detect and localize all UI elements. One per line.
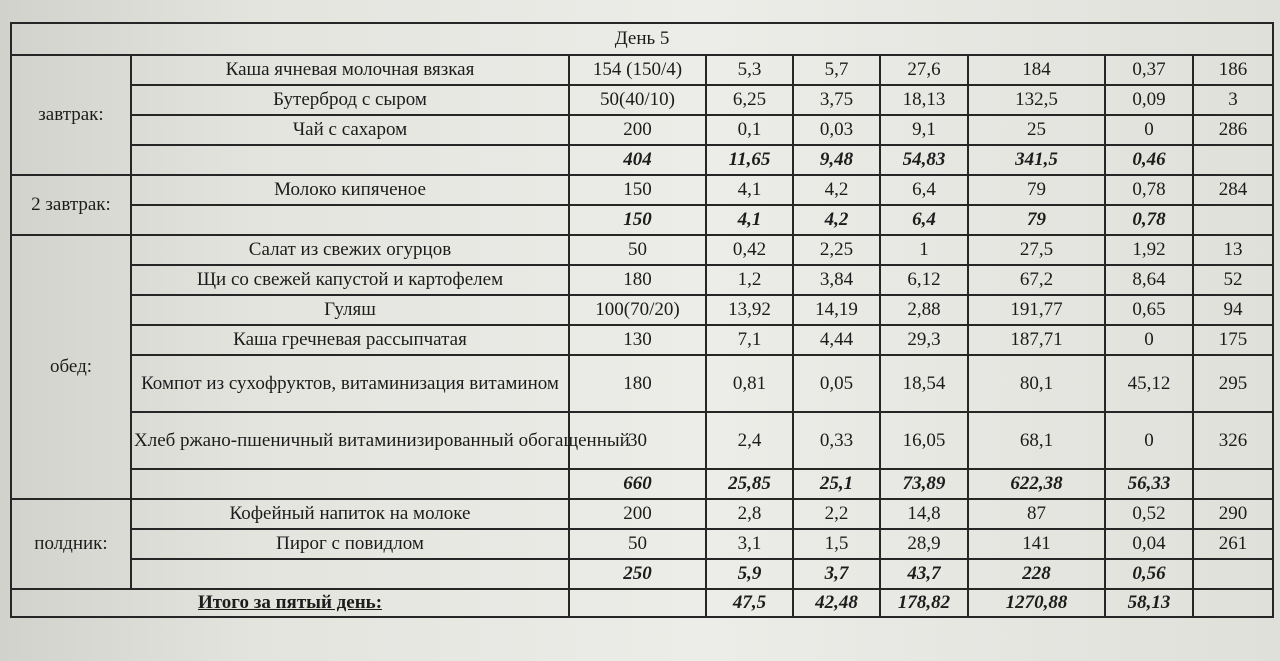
dish-recipe-no: 284 — [1193, 175, 1273, 205]
grand-total-row — [11, 589, 1273, 617]
dish-fat: 0,05 — [793, 355, 880, 412]
table-row — [11, 235, 1273, 265]
dish-fat: 14,19 — [793, 295, 880, 325]
dish-carbs: 1 — [880, 235, 968, 265]
meal-total-row — [11, 469, 1273, 499]
total-fat: 9,48 — [793, 145, 880, 175]
dish-vitamin: 0,09 — [1105, 85, 1193, 115]
grand-total-protein: 47,5 — [706, 589, 793, 617]
dish-protein: 0,1 — [706, 115, 793, 145]
dish-recipe-no: 3 — [1193, 85, 1273, 115]
total-kcal: 228 — [968, 559, 1105, 589]
dish-name: Салат из свежих огурцов — [131, 235, 569, 265]
dish-protein: 2,4 — [706, 412, 793, 469]
menu-table — [10, 22, 1274, 618]
dish-yield: 50(40/10) — [569, 85, 706, 115]
dish-kcal: 79 — [968, 175, 1105, 205]
total-carbs: 6,4 — [880, 205, 968, 235]
table-row — [11, 85, 1273, 115]
dish-vitamin: 1,92 — [1105, 235, 1193, 265]
dish-yield: 180 — [569, 355, 706, 412]
dish-vitamin: 8,64 — [1105, 265, 1193, 295]
table-row — [11, 325, 1273, 355]
dish-carbs: 28,9 — [880, 529, 968, 559]
dish-protein: 0,81 — [706, 355, 793, 412]
dish-kcal: 80,1 — [968, 355, 1105, 412]
dish-carbs: 6,4 — [880, 175, 968, 205]
dish-fat: 2,25 — [793, 235, 880, 265]
table-row — [11, 115, 1273, 145]
total-kcal: 79 — [968, 205, 1105, 235]
total-protein: 11,65 — [706, 145, 793, 175]
dish-name: Молоко кипяченое — [131, 175, 569, 205]
dish-protein: 7,1 — [706, 325, 793, 355]
dish-vitamin: 0,52 — [1105, 499, 1193, 529]
total-fat: 3,7 — [793, 559, 880, 589]
dish-name: Пирог с повидлом — [131, 529, 569, 559]
table-row — [11, 265, 1273, 295]
table-row — [11, 355, 1273, 412]
dish-vitamin: 0,04 — [1105, 529, 1193, 559]
grand-total-fat: 42,48 — [793, 589, 880, 617]
dish-kcal: 141 — [968, 529, 1105, 559]
dish-vitamin: 0 — [1105, 325, 1193, 355]
table-row — [11, 412, 1273, 469]
dish-recipe-no: 175 — [1193, 325, 1273, 355]
dish-recipe-no: 13 — [1193, 235, 1273, 265]
dish-fat: 2,2 — [793, 499, 880, 529]
table-row — [11, 175, 1273, 205]
meal-label-lunch: обед: — [11, 235, 131, 499]
table-row — [11, 55, 1273, 85]
dish-recipe-no: 52 — [1193, 265, 1273, 295]
dish-name: Каша ячневая молочная вязкая — [131, 55, 569, 85]
dish-yield: 100(70/20) — [569, 295, 706, 325]
dish-yield: 200 — [569, 115, 706, 145]
table-row — [11, 499, 1273, 529]
dish-yield: 30 — [569, 412, 706, 469]
meal-total-row — [11, 145, 1273, 175]
total-vitamin: 0,78 — [1105, 205, 1193, 235]
dish-vitamin: 0 — [1105, 412, 1193, 469]
dish-fat: 3,84 — [793, 265, 880, 295]
dish-fat: 5,7 — [793, 55, 880, 85]
table-row — [11, 529, 1273, 559]
dish-kcal: 191,77 — [968, 295, 1105, 325]
dish-vitamin: 0,65 — [1105, 295, 1193, 325]
total-yield: 404 — [569, 145, 706, 175]
total-carbs: 73,89 — [880, 469, 968, 499]
dish-vitamin: 0 — [1105, 115, 1193, 145]
dish-protein: 1,2 — [706, 265, 793, 295]
dish-fat: 4,2 — [793, 175, 880, 205]
dish-recipe-no: 326 — [1193, 412, 1273, 469]
dish-carbs: 9,1 — [880, 115, 968, 145]
dish-protein: 3,1 — [706, 529, 793, 559]
meal-total-row — [11, 205, 1273, 235]
meal-label-breakfast: завтрак: — [11, 55, 131, 175]
dish-kcal: 87 — [968, 499, 1105, 529]
total-carbs: 54,83 — [880, 145, 968, 175]
dish-name: Щи со свежей капустой и картофелем — [131, 265, 569, 295]
dish-carbs: 29,3 — [880, 325, 968, 355]
meal-label-second-breakfast: 2 завтрак: — [11, 175, 131, 235]
total-vitamin: 0,56 — [1105, 559, 1193, 589]
dish-carbs: 18,54 — [880, 355, 968, 412]
dish-kcal: 27,5 — [968, 235, 1105, 265]
dish-protein: 4,1 — [706, 175, 793, 205]
total-fat: 4,2 — [793, 205, 880, 235]
dish-protein: 6,25 — [706, 85, 793, 115]
dish-carbs: 27,6 — [880, 55, 968, 85]
total-yield: 660 — [569, 469, 706, 499]
dish-name: Чай с сахаром — [131, 115, 569, 145]
dish-carbs: 16,05 — [880, 412, 968, 469]
dish-name: Каша гречневая рассыпчатая — [131, 325, 569, 355]
dish-yield: 130 — [569, 325, 706, 355]
dish-recipe-no: 186 — [1193, 55, 1273, 85]
table-row — [11, 295, 1273, 325]
dish-vitamin: 45,12 — [1105, 355, 1193, 412]
total-yield: 150 — [569, 205, 706, 235]
dish-carbs: 18,13 — [880, 85, 968, 115]
dish-kcal: 67,2 — [968, 265, 1105, 295]
dish-fat: 0,03 — [793, 115, 880, 145]
dish-yield: 50 — [569, 529, 706, 559]
dish-protein: 5,3 — [706, 55, 793, 85]
grand-total-label: Итого за пятый день: — [197, 592, 383, 613]
dish-carbs: 6,12 — [880, 265, 968, 295]
dish-kcal: 184 — [968, 55, 1105, 85]
dish-name: Гуляш — [131, 295, 569, 325]
dish-yield: 200 — [569, 499, 706, 529]
total-protein: 5,9 — [706, 559, 793, 589]
dish-kcal: 25 — [968, 115, 1105, 145]
total-protein: 25,85 — [706, 469, 793, 499]
dish-fat: 1,5 — [793, 529, 880, 559]
dish-yield: 150 — [569, 175, 706, 205]
total-protein: 4,1 — [706, 205, 793, 235]
dish-vitamin: 0,37 — [1105, 55, 1193, 85]
dish-carbs: 14,8 — [880, 499, 968, 529]
dish-name: Бутерброд с сыром — [131, 85, 569, 115]
total-fat: 25,1 — [793, 469, 880, 499]
meal-label-snack: полдник: — [11, 499, 131, 589]
total-yield: 250 — [569, 559, 706, 589]
meal-total-row — [11, 559, 1273, 589]
dish-yield: 154 (150/4) — [569, 55, 706, 85]
dish-fat: 4,44 — [793, 325, 880, 355]
dish-yield: 180 — [569, 265, 706, 295]
total-vitamin: 56,33 — [1105, 469, 1193, 499]
dish-recipe-no: 94 — [1193, 295, 1273, 325]
dish-kcal: 132,5 — [968, 85, 1105, 115]
dish-recipe-no: 295 — [1193, 355, 1273, 412]
dish-fat: 0,33 — [793, 412, 880, 469]
grand-total-vitamin: 58,13 — [1105, 589, 1193, 617]
dish-protein: 13,92 — [706, 295, 793, 325]
dish-recipe-no: 261 — [1193, 529, 1273, 559]
total-kcal: 622,38 — [968, 469, 1105, 499]
dish-name: Кофейный напиток на молоке — [131, 499, 569, 529]
day-title: День 5 — [11, 23, 1273, 55]
total-vitamin: 0,46 — [1105, 145, 1193, 175]
dish-fat: 3,75 — [793, 85, 880, 115]
dish-recipe-no: 290 — [1193, 499, 1273, 529]
dish-name: Компот из сухофруктов, витаминизация витамином — [131, 355, 569, 412]
dish-vitamin: 0,78 — [1105, 175, 1193, 205]
dish-carbs: 2,88 — [880, 295, 968, 325]
dish-name: Хлеб ржано-пшеничный витаминизированный обогащенный — [131, 412, 569, 469]
dish-kcal: 187,71 — [968, 325, 1105, 355]
dish-yield: 50 — [569, 235, 706, 265]
dish-recipe-no: 286 — [1193, 115, 1273, 145]
total-kcal: 341,5 — [968, 145, 1105, 175]
grand-total-kcal: 1270,88 — [968, 589, 1105, 617]
dish-protein: 0,42 — [706, 235, 793, 265]
dish-kcal: 68,1 — [968, 412, 1105, 469]
total-carbs: 43,7 — [880, 559, 968, 589]
grand-total-carbs: 178,82 — [880, 589, 968, 617]
dish-protein: 2,8 — [706, 499, 793, 529]
